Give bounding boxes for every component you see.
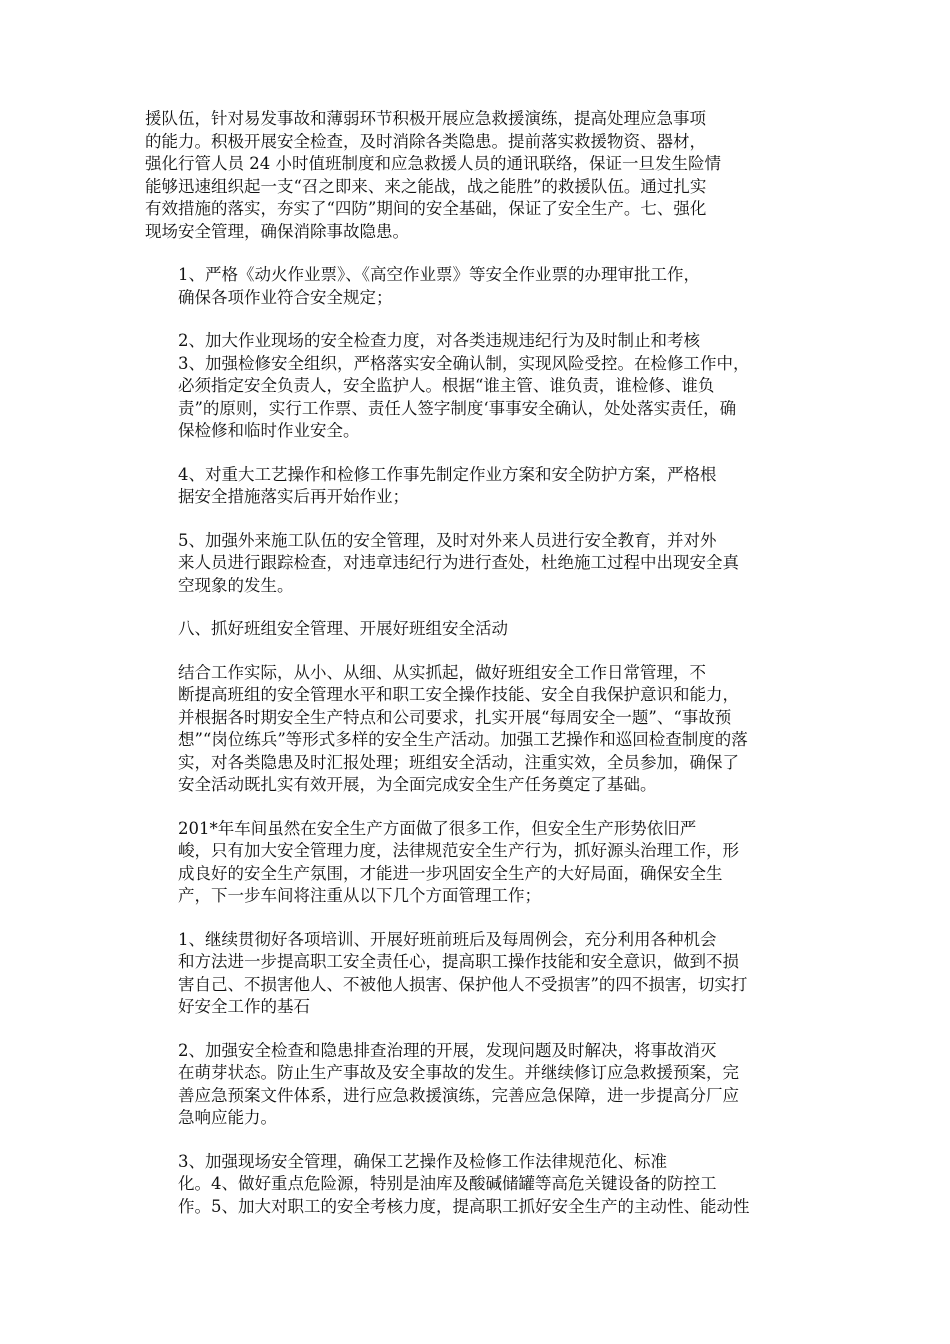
text-line: 现场安全管理，确保消除事故隐患。	[145, 221, 409, 241]
text-line: 3、加强现场安全管理，确保工艺操作及检修工作法律规范化、标准	[178, 1151, 667, 1171]
text-line: 在萌芽状态。防止生产事故及安全事故的发生。并继续修订应急救援预案，完	[178, 1063, 739, 1082]
text-line: 3、加强检修安全组织，严格落实安全确认制，实现风险受控。在检修工作中，	[178, 353, 750, 373]
document-page	[145, 108, 807, 1239]
text-line: 断提高班组的安全管理水平和职工安全操作技能、安全自我保护意识和能力，	[178, 685, 739, 704]
text-line: 产，下一步车间将注重从以下几个方面管理工作；	[178, 886, 541, 905]
text-line: 强化行管人员 24 小时值班制度和应急救援人员的通讯联络，保证一旦发生险情	[145, 154, 721, 173]
paragraph	[145, 264, 807, 309]
text-line: 确保各项作业符合安全规定；	[178, 287, 393, 307]
paragraph	[145, 929, 807, 1019]
paragraph	[145, 108, 807, 243]
paragraph	[145, 818, 807, 908]
text-line: 化。4、做好重点危险源，特别是油库及酸碱储罐等高危关键设备的防控工	[178, 1174, 717, 1193]
text-line: 害自己、不损害他人、不被他人损害、保护他人不受损害”的四不损害，切实打	[178, 974, 748, 994]
paragraph	[145, 330, 807, 443]
paragraph	[145, 464, 807, 509]
text-line: 5、加强外来施工队伍的安全管理，及时对外来人员进行安全教育，并对外	[178, 530, 717, 550]
text-line: 2、加强安全检查和隐患排查治理的开展，发现问题及时解决，将事故消灭	[178, 1040, 717, 1060]
text-line: 并根据各时期安全生产特点和公司要求，扎实开展“每周安全一题”、“事故预	[178, 707, 732, 727]
text-line: 作。5、加大对职工的安全考核力度，提高职工抓好安全生产的主动性、能动性	[178, 1196, 750, 1216]
text-line: 2、加大作业现场的安全检查力度，对各类违规违纪行为及时制止和考核	[178, 331, 700, 350]
text-line: 好安全工作的基石	[178, 997, 310, 1016]
text-line: 来人员进行跟踪检查，对违章违纪行为进行查处，杜绝施工过程中出现安全真	[178, 553, 739, 572]
text-line: 能够迅速组织起一支“召之即来、来之能战，战之能胜”的救援队伍。通过扎实	[145, 176, 707, 196]
text-line: 急响应能力。	[178, 1108, 277, 1127]
text-line: 八、抓好班组安全管理、开展好班组安全活动	[178, 619, 508, 638]
text-line: 1、继续贯彻好各项培训、开展好班前班后及每周例会，充分利用各种机会	[178, 929, 717, 949]
paragraph	[145, 530, 807, 598]
text-line: 201*年车间虽然在安全生产方面做了很多工作，但安全生产形势依旧严	[178, 818, 697, 838]
text-line: 4、对重大工艺操作和检修工作事先制定作业方案和安全防护方案，严格根	[178, 464, 717, 484]
text-line: 想”“岗位练兵”等形式多样的安全生产活动。加强工艺操作和巡回检查制度的落	[178, 730, 748, 749]
text-line: 成良好的安全生产氛围，才能进一步巩固安全生产的大好局面，确保安全生	[178, 863, 723, 883]
text-line: 峻，只有加大安全管理力度，法律规范安全生产行为，抓好源头治理工作，形	[178, 841, 739, 860]
text-line: 必须指定安全负责人，安全监护人。根据“谁主管、谁负责，谁检修、谁负	[178, 376, 715, 395]
paragraph	[145, 1040, 807, 1130]
text-line: 据安全措施落实后再开始作业；	[178, 487, 409, 506]
text-line: 的能力。积极开展安全检查，及时消除各类隐患。提前落实救援物资、器材，	[145, 131, 706, 151]
text-line: 责”的原则，实行工作票、责任人签字制度‘事事安全确认，处处落实责任，确	[178, 398, 737, 418]
text-line: 保检修和临时作业安全。	[178, 421, 360, 440]
paragraph	[145, 1151, 807, 1219]
paragraph	[145, 662, 807, 797]
text-line: 结合工作实际，从小、从细、从实抓起，做好班组安全工作日常管理，不	[178, 662, 706, 682]
text-line: 实，对各类隐患及时汇报处理；班组安全活动，注重实效，全员参加，确保了	[178, 752, 739, 772]
text-line: 安全活动既扎实有效开展，为全面完成安全生产任务奠定了基础。	[178, 775, 657, 794]
text-line: 空现象的发生。	[178, 575, 294, 595]
text-line: 和方法进一步提高职工安全责任心，提高职工操作技能和安全意识，做到不损	[178, 952, 739, 971]
text-line: 援队伍，针对易发事故和薄弱环节积极开展应急救援演练，提高处理应急事项	[145, 109, 706, 128]
text-line: 善应急预案文件体系，进行应急救援演练，完善应急保障，进一步提高分厂应	[178, 1085, 739, 1105]
text-line: 1、严格《动火作业票》、《高空作业票》等安全作业票的办理审批工作，	[178, 265, 700, 284]
text-line: 有效措施的落实，夯实了“四防”期间的安全基础，保证了安全生产。七、强化	[145, 199, 707, 218]
paragraph	[145, 618, 807, 641]
